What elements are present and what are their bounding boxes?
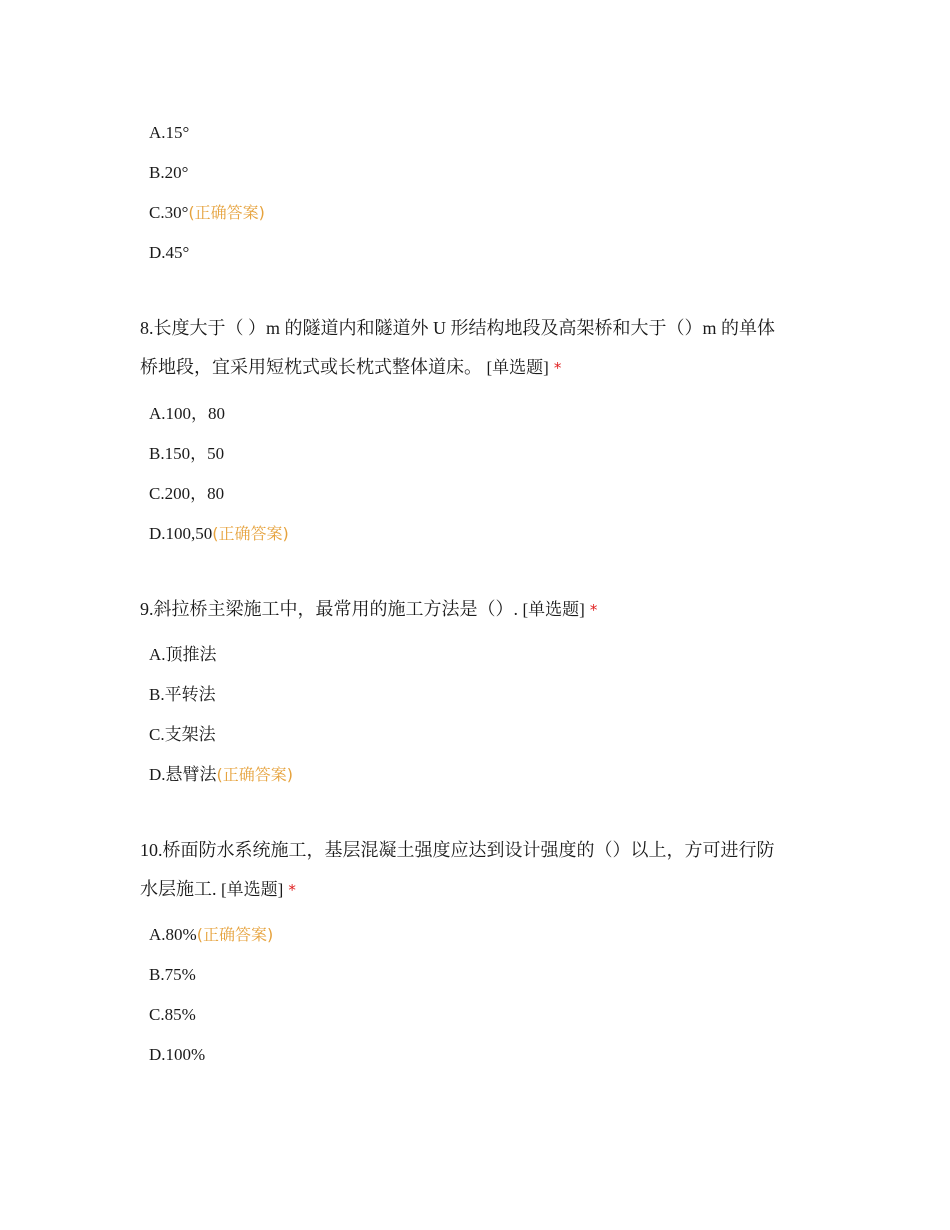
required-mark: * bbox=[288, 881, 296, 899]
option-7-a bbox=[149, 122, 189, 144]
option-text: B.150，50 bbox=[149, 444, 225, 463]
question-type: [单选题] bbox=[221, 880, 284, 899]
option-8-b bbox=[149, 443, 224, 465]
option-10-a bbox=[149, 924, 273, 946]
question-text-line-1: 10.桥面防水系统施工，基层混凝土强度应达到设计强度的（）以上，方可进行防 bbox=[140, 840, 775, 860]
option-text: D.100,50 bbox=[149, 524, 213, 543]
option-9-a bbox=[149, 644, 217, 666]
question-text: 9.斜拉桥主梁施工中，最常用的施工方法是（）. bbox=[140, 599, 518, 619]
option-text: A.15° bbox=[149, 123, 190, 142]
question-type: [单选题] bbox=[486, 358, 549, 377]
question-8-title bbox=[140, 309, 810, 388]
correct-answer-mark: (正确答案) bbox=[212, 524, 289, 543]
question-type: [单选题] bbox=[522, 600, 585, 619]
option-text: A.顶推法 bbox=[149, 645, 217, 664]
option-text: B.平转法 bbox=[149, 685, 216, 704]
required-mark: * bbox=[589, 601, 598, 619]
option-text: C.85% bbox=[149, 1005, 196, 1024]
question-text: 桥地段，宜采用短枕式或长枕式整体道床。 bbox=[140, 357, 482, 377]
option-text: C.30° bbox=[149, 203, 189, 222]
option-10-d bbox=[149, 1044, 205, 1066]
correct-answer-mark: (正确答案) bbox=[216, 765, 294, 784]
option-8-c bbox=[149, 483, 224, 505]
option-text: D.悬臂法 bbox=[149, 765, 217, 784]
option-text: C.支架法 bbox=[149, 725, 216, 744]
option-9-b bbox=[149, 684, 216, 706]
option-9-c bbox=[149, 724, 216, 746]
option-10-b bbox=[149, 964, 196, 986]
option-9-d bbox=[149, 764, 293, 786]
required-mark: * bbox=[553, 359, 562, 377]
question-text-line-1: 8.长度大于（ ）m 的隧道内和隧道外 U 形结构地段及高架桥和大于（）m 的单体 bbox=[140, 318, 775, 338]
option-8-d bbox=[149, 523, 289, 545]
question-text-line-2 bbox=[140, 870, 810, 910]
question-text-line-1 bbox=[140, 590, 810, 630]
option-text: A.100，80 bbox=[149, 404, 226, 423]
option-text: B.20° bbox=[149, 163, 189, 182]
question-9-title bbox=[140, 590, 810, 630]
correct-answer-mark: (正确答案) bbox=[188, 203, 265, 222]
option-10-c bbox=[149, 1004, 196, 1026]
option-text: C.200，80 bbox=[149, 484, 225, 503]
question-10-title bbox=[140, 831, 810, 910]
option-7-b bbox=[149, 162, 188, 184]
question-text: 水层施工. bbox=[140, 879, 217, 899]
option-7-d bbox=[149, 242, 189, 264]
option-text: D.45° bbox=[149, 243, 190, 262]
question-text-line-2 bbox=[140, 348, 810, 388]
option-text: B.75% bbox=[149, 965, 196, 984]
option-7-c bbox=[149, 202, 265, 224]
option-text: A.80% bbox=[149, 925, 197, 944]
option-text: D.100% bbox=[149, 1045, 206, 1064]
correct-answer-mark: (正确答案) bbox=[196, 925, 274, 944]
option-8-a bbox=[149, 403, 225, 425]
